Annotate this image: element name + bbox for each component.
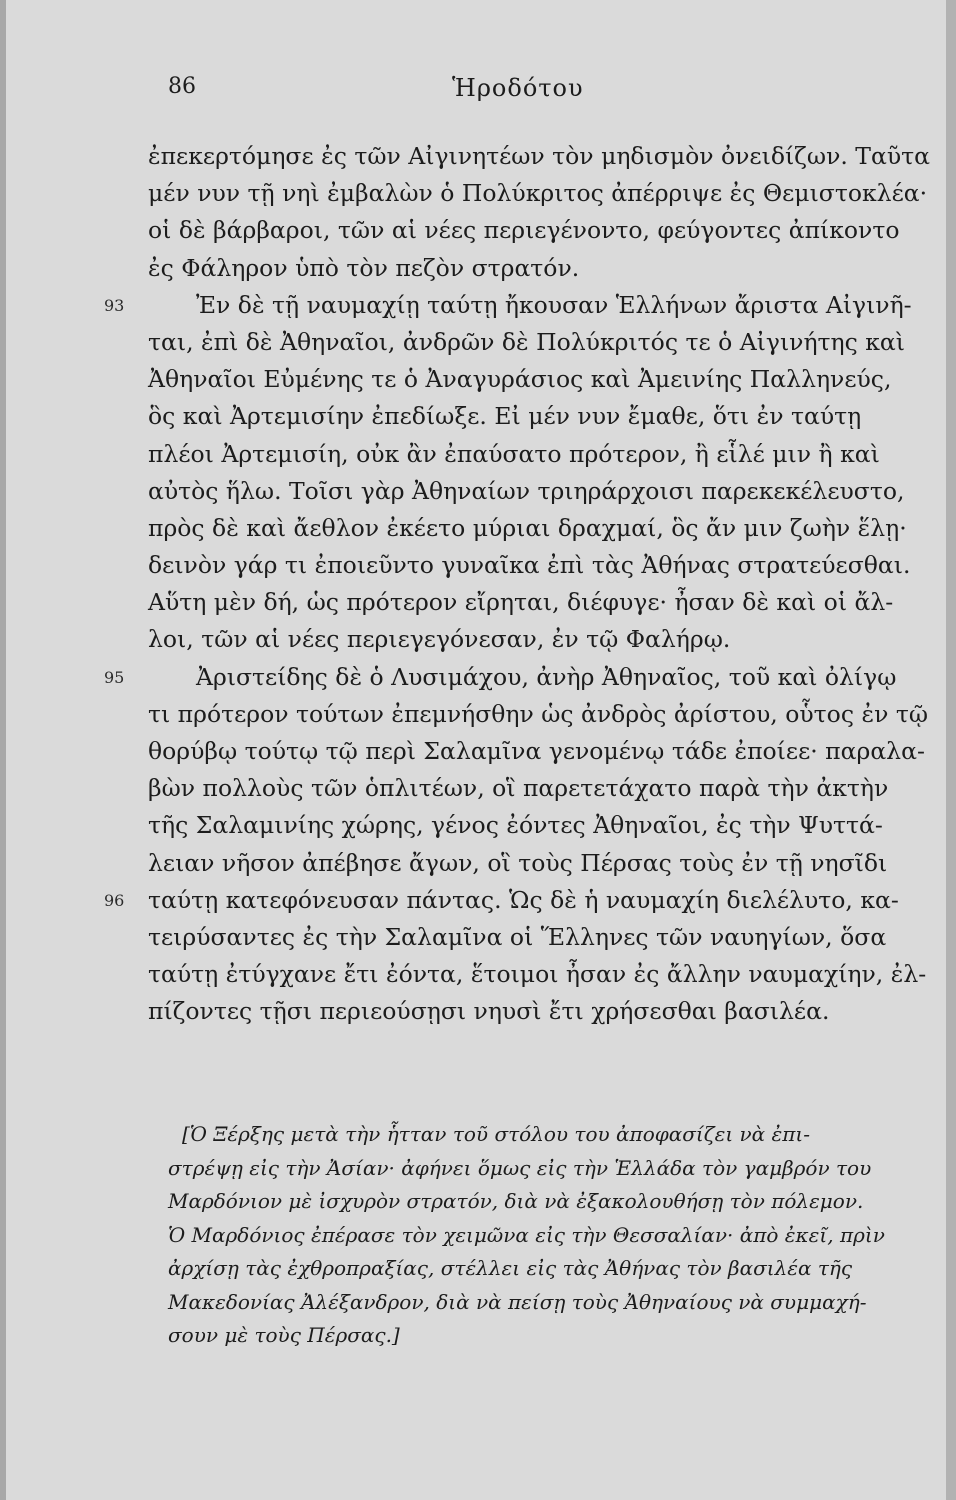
note-line: Ὁ Μαρδόνιος ἐπέρασε τὸν χειμῶνα εἰς τὴν Θεσσαλίαν· ἀπὸ ἐκεῖ, πρὶν [168,1222,885,1247]
note-line: Μακεδονίας Ἀλέξανδρον, διὰ νὰ πείσῃ τοὺς Ἀθηναίους νὰ συμμαχή- [168,1289,867,1314]
text-line [148,547,938,584]
text-line [148,324,938,361]
line-text: Ἐν δὲ τῇ ναυμαχίῃ ταύτῃ ἤκουσαν Ἑλλήνων ἄριστα Αἰγινῆ- [196,290,912,319]
line-text: βὼν πολλοὺς τῶν ὁπλιτέων, οἳ παρετετάχατο παρὰ τὴν ἀκτὴν [148,774,889,803]
line-text: λειαν νῆσον ἀπέβησε ἄγων, οἳ τοὺς Πέρσας τοὺς ἐν τῇ νησῖδι [148,848,888,877]
text-line [148,398,938,435]
chapter-number: 95 [104,667,125,687]
line-text: αὐτὸς ἥλω. Τοῖσι γὰρ Ἀθηναίων τριηράρχοισι παρεκεκέλευστο, [148,476,905,505]
chapter-number: 96 [104,890,125,910]
line-text: ταύτῃ κατεφόνευσαν πάντας. Ὡς δὲ ἡ ναυμαχίη διελέλυτο, κα- [148,885,899,914]
chapter-number: 93 [104,295,125,315]
line-text: οἱ δὲ βάρβαροι, τῶν αἱ νέες περιεγένοντο, φεύγοντες ἀπίκοντο [148,216,900,245]
text-line [148,621,938,658]
text-line [148,473,938,510]
running-title: Ἡροδότου [452,74,584,102]
line-text: ταύτῃ ἐτύγχανε ἔτι ἐόντα, ἕτοιμοι ἦσαν ἐς ἄλλην ναυμαχίην, ἐλ- [148,960,927,989]
text-line [148,993,938,1030]
text-line [104,659,938,696]
line-text: Ἀριστείδης δὲ ὁ Λυσιμάχου, ἀνὴρ Ἀθηναῖος, τοῦ καὶ ὀλίγῳ [196,662,897,691]
line-text: τειρύσαντες ἐς τὴν Σαλαμῖνα οἱ Ἕλληνες τῶν ναυηγίων, ὅσα [148,922,887,951]
line-text: θορύβῳ τούτῳ τῷ περὶ Σαλαμῖνα γενομένῳ τάδε ἐποίεε· παραλα- [148,737,925,765]
text-line [148,919,938,956]
text-line [148,510,938,547]
page-number: 86 [168,74,196,99]
text-line [148,250,938,287]
text-line [148,696,938,733]
line-text: δεινὸν γάρ τι ἐποιεῦντο γυναῖκα ἐπὶ τὰς Ἀθήνας στρατεύεσθαι. [148,551,911,580]
text-line [148,807,938,844]
line-text: τῆς Σαλαμινίης χώρης, γένος ἐόντες Ἀθηναῖοι, ἐς τὴν Ψυττά- [148,811,883,840]
line-text: τι πρότερον τούτων ἐπεμνήσθην ὡς ἀνδρὸς ἀρίστου, οὗτος ἐν τῷ [148,699,928,728]
note-line: σουν μὲ τοὺς Πέρσας.] [168,1323,400,1347]
text-line [148,436,938,473]
note-line: [Ὁ Ξέρξης μετὰ τὴν ἧτταν τοῦ στόλου του ἀποφασίζει νὰ ἐπι- [182,1122,811,1146]
line-text: Ἀθηναῖοι Εὐμένης τε ὁ Ἀναγυράσιος καὶ Ἀμεινίης Παλληνεύς, [148,365,892,394]
text-line [148,770,938,807]
text-line [148,361,938,398]
note-line: ἀρχίσῃ τὰς ἐχθροπραξίας, στέλλει εἰς τὰς Ἀθήνας τὸν βασιλέα τῆς [168,1256,853,1280]
line-text: πρὸς δὲ καὶ ἄεθλον ἐκέετο μύριαι δραχμαί, ὃς ἄν μιν ζωὴν ἕλῃ· [148,513,907,542]
line-text: λοι, τῶν αἱ νέες περιεγεγόνεσαν, ἐν τῷ Φαλήρῳ. [148,625,731,654]
text-line [148,175,938,212]
text-line [148,584,938,621]
text-line [104,287,938,324]
line-text: πλέοι Ἀρτεμισίη, οὐκ ἂν ἐπαύσατο πρότερον, ἢ εἷλέ μιν ἢ καὶ [148,439,880,468]
text-line [148,733,938,770]
text-line [148,138,938,175]
line-text: ὃς καὶ Ἀρτεμισίην ἐπεδίωξε. Εἰ μέν νυν ἔμαθε, ὅτι ἐν ταύτῃ [148,402,862,431]
note-line: στρέψῃ εἰς τὴν Ἀσίαν· ἀφήνει ὅμως εἰς τὴν Ἑλλάδα τὸν γαμβρόν του [168,1155,872,1180]
text-line [148,212,938,249]
line-text: ἐς Φάληρον ὑπὸ τὸν πεζὸν στρατόν. [148,253,580,282]
main-text [104,138,938,1031]
page-header [0,70,956,110]
line-text: ἐπεκερτόμησε ἐς τῶν Αἰγινητέων τὸν μηδισμὸν ὀνειδίζων. Ταῦτα [148,142,931,170]
text-line [148,956,938,993]
text-line [148,845,938,882]
line-text: πίζοντες τῇσι περιεούσῃσι νηυσὶ ἔτι χρήσεσθαι βασιλέα. [148,997,830,1026]
line-text: ται, ἐπὶ δὲ Ἀθηναῖοι, ἀνδρῶν δὲ Πολύκριτός τε ὁ Αἰγινήτης καὶ [148,327,906,356]
text-line [104,882,938,919]
line-text: μέν νυν τῇ νηὶ ἐμβαλὼν ὁ Πολύκριτος ἀπέρριψε ἐς Θεμιστοκλέα· [148,179,928,208]
editor-note [168,1118,908,1353]
note-line: Μαρδόνιον μὲ ἰσχυρὸν στρατόν, διὰ νὰ ἐξακολουθήσῃ τὸν πόλεμον. [168,1189,864,1213]
line-text: Αὕτη μὲν δή, ὡς πρότερον εἴρηται, διέφυγε· ἦσαν δὲ καὶ οἱ ἄλ- [148,588,894,617]
